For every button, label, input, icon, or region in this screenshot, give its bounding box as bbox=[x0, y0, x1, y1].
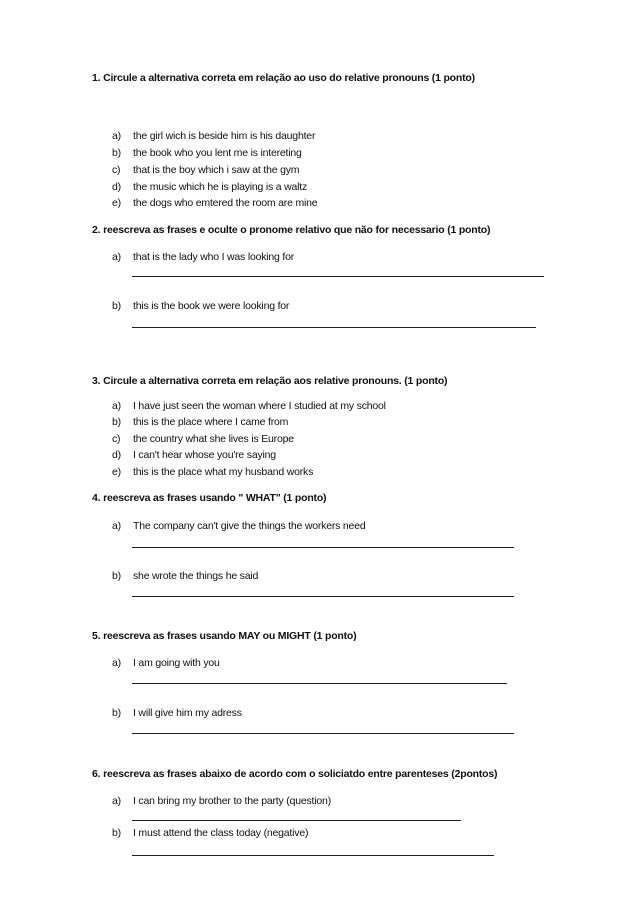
option-text: I can't hear whose you're saying bbox=[133, 449, 276, 461]
q6-item-a bbox=[112, 795, 331, 807]
q5-item-a bbox=[112, 657, 220, 669]
question-5-title: 5. reescreva as frases usando MAY ou MIGHT (1 ponto) bbox=[92, 630, 357, 642]
answer-line[interactable] bbox=[132, 327, 536, 328]
item-label: b) bbox=[112, 570, 121, 582]
item-label: a) bbox=[112, 520, 121, 532]
option-label: d) bbox=[112, 449, 121, 461]
answer-line[interactable] bbox=[132, 733, 514, 734]
option-text: the dogs who emtered the room are mine bbox=[133, 197, 318, 209]
item-label: b) bbox=[112, 827, 121, 839]
q6-item-b bbox=[112, 827, 308, 839]
q2-item-a bbox=[112, 251, 294, 263]
option-label: e) bbox=[112, 466, 121, 478]
answer-line[interactable] bbox=[132, 596, 514, 597]
option-label: b) bbox=[112, 147, 121, 159]
option-text: this is the place where I came from bbox=[133, 416, 289, 428]
item-text: I am going with you bbox=[133, 657, 220, 669]
option-label: a) bbox=[112, 400, 121, 412]
q2-item-b bbox=[112, 300, 289, 312]
q3-option-c bbox=[112, 433, 294, 445]
item-label: a) bbox=[112, 251, 121, 263]
q3-option-b bbox=[112, 416, 288, 428]
item-text: she wrote the things he said bbox=[133, 570, 259, 582]
question-2-title: 2. reescreva as frases e oculte o pronome relativo que não for necessario (1 ponto) bbox=[92, 224, 491, 236]
option-label: b) bbox=[112, 416, 121, 428]
q1-option-e bbox=[112, 197, 317, 209]
question-1-title: 1. Circule a alternativa correta em relação ao uso do relative pronouns (1 ponto) bbox=[92, 72, 475, 84]
question-3-title: 3. Circule a alternativa correta em relação aos relative pronouns. (1 ponto) bbox=[92, 375, 448, 387]
option-text: the music which he is playing is a waltz bbox=[133, 181, 308, 193]
answer-line[interactable] bbox=[132, 276, 544, 277]
q4-item-b bbox=[112, 570, 258, 582]
item-text: I will give him my adress bbox=[133, 707, 242, 719]
option-label: c) bbox=[112, 433, 121, 445]
item-text: The company can't give the things the workers need bbox=[133, 520, 366, 532]
option-label: e) bbox=[112, 197, 121, 209]
item-text: I can bring my brother to the party (question) bbox=[133, 795, 331, 807]
option-text: I have just seen the woman where I studied at my school bbox=[133, 400, 386, 412]
question-6-title: 6. reescreva as frases abaixo de acordo com o soliciatdo entre parenteses (2pontos) bbox=[92, 768, 498, 780]
option-text: this is the place what my husband works bbox=[133, 466, 314, 478]
answer-line[interactable] bbox=[132, 855, 494, 856]
option-label: c) bbox=[112, 164, 121, 176]
q3-option-a bbox=[112, 400, 386, 412]
item-label: b) bbox=[112, 300, 121, 312]
option-text: the country what she lives is Europe bbox=[133, 433, 294, 445]
q3-option-d bbox=[112, 449, 276, 461]
option-text: that is the boy which i saw at the gym bbox=[133, 164, 300, 176]
q1-option-d bbox=[112, 181, 307, 193]
q4-item-a bbox=[112, 520, 365, 532]
item-label: b) bbox=[112, 707, 121, 719]
answer-line[interactable] bbox=[132, 683, 507, 684]
q3-option-e bbox=[112, 466, 313, 478]
answer-line[interactable] bbox=[132, 820, 461, 821]
option-text: the girl wich is beside him is his daughter bbox=[133, 130, 316, 142]
item-text: that is the lady who I was looking for bbox=[133, 251, 295, 263]
q1-option-a bbox=[112, 130, 315, 142]
question-4-title: 4. reescreva as frases usando " WHAT" (1 ponto) bbox=[92, 492, 327, 504]
option-label: d) bbox=[112, 181, 121, 193]
option-label: a) bbox=[112, 130, 121, 142]
item-text: I must attend the class today (negative) bbox=[133, 827, 309, 839]
q1-option-b bbox=[112, 147, 302, 159]
q1-option-c bbox=[112, 164, 299, 176]
item-text: this is the book we were looking for bbox=[133, 300, 290, 312]
item-label: a) bbox=[112, 795, 121, 807]
option-text: the book who you lent me is intereting bbox=[133, 147, 302, 159]
answer-line[interactable] bbox=[132, 547, 514, 548]
item-label: a) bbox=[112, 657, 121, 669]
q5-item-b bbox=[112, 707, 242, 719]
